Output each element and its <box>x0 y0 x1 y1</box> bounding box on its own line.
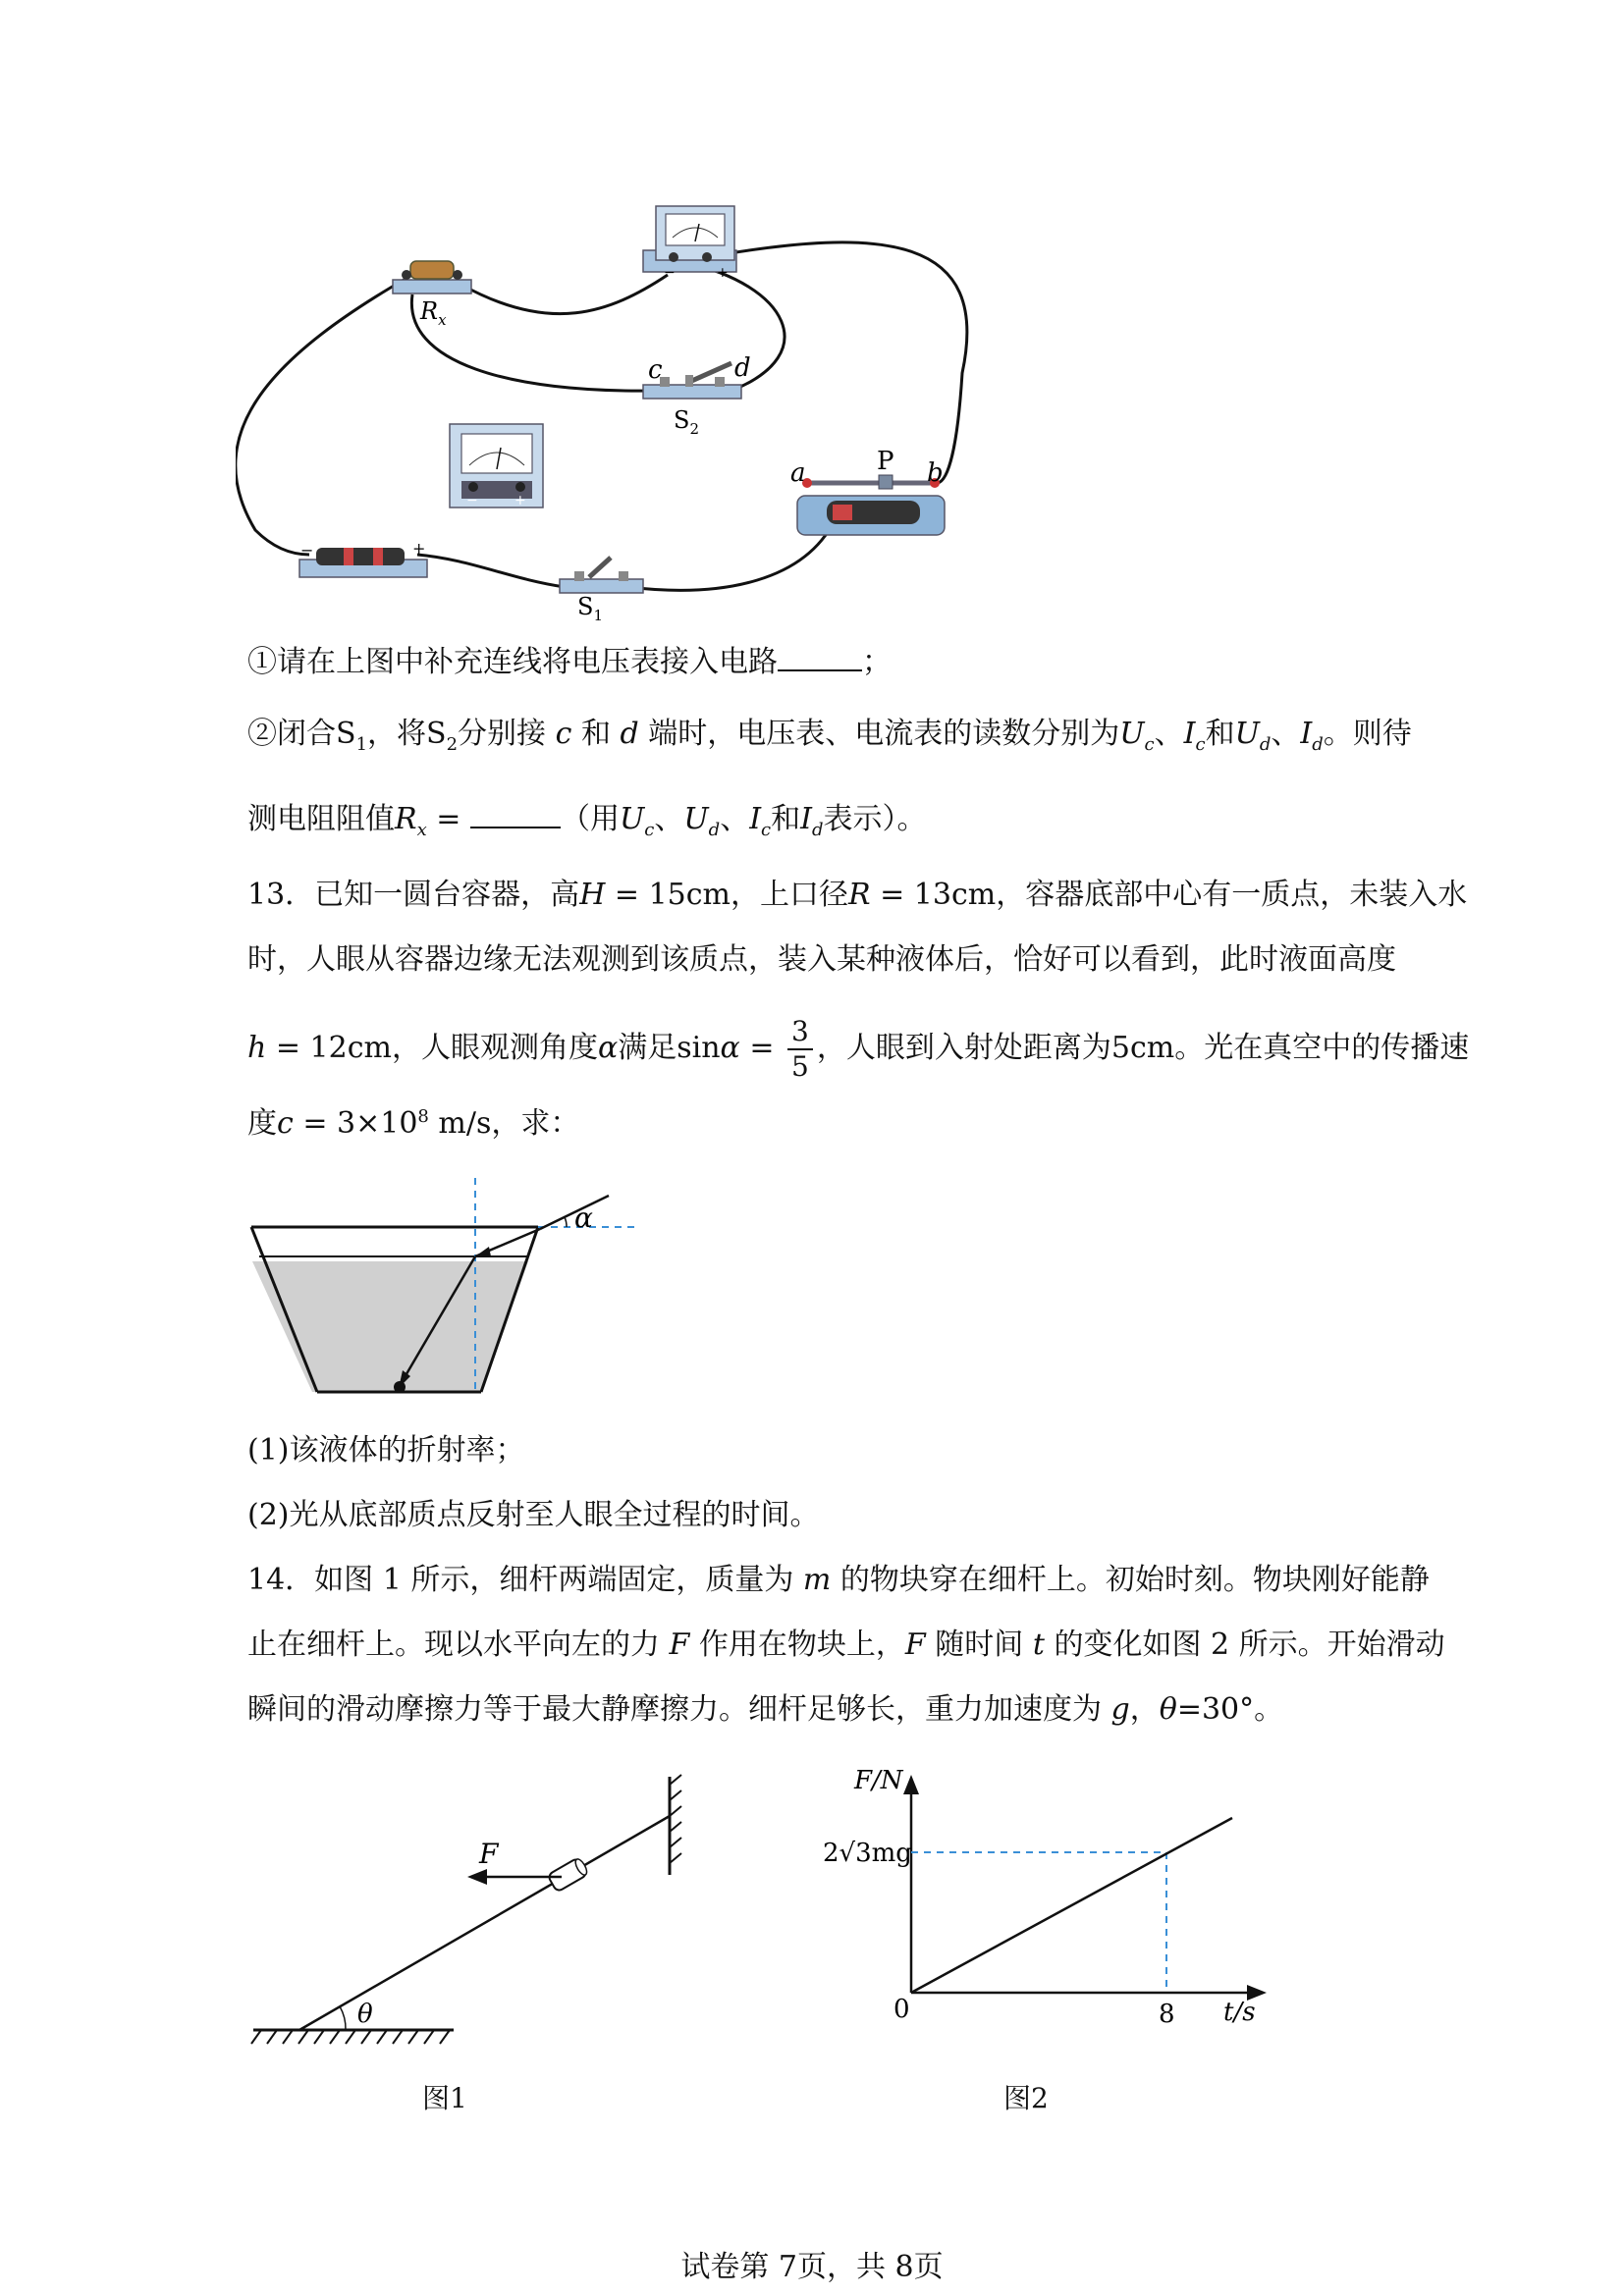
label-c: c <box>648 355 663 385</box>
fig2-origin: 0 <box>893 1995 910 2024</box>
label-b: b <box>927 458 944 488</box>
figure-1-rod <box>245 1767 697 2061</box>
battery-minus: − <box>300 541 314 560</box>
label-rx: $R_x$ <box>420 297 447 329</box>
fig2-caption: 图2 <box>1003 2082 1049 2114</box>
q13-sub1: (1)该液体的折射率； <box>247 1433 525 1468</box>
fraction-3-5: $\frac{3}{5}$ <box>787 1015 813 1084</box>
resistor-rx <box>393 261 471 294</box>
wire-battery-switch1 <box>417 555 565 587</box>
q13-line4: 度$c = 3\times 10^8$ m/s，求： <box>247 1106 580 1141</box>
wire-rx-switch2 <box>411 294 653 391</box>
fig1-label-theta: θ <box>357 2000 373 2029</box>
label-s1: $S_1$ <box>577 593 603 624</box>
answer-blank-2[interactable] <box>470 797 561 828</box>
rheostat <box>797 475 945 535</box>
label-d: d <box>734 353 751 383</box>
q12-item1: ①请在上图中补充连线将电压表接入电路 ； <box>247 640 892 682</box>
q14-line2: 止在细杆上。现以水平向左的力 F 作用在物块上，F 随时间 t 的变化如图 2 所示。开始滑动 <box>247 1628 1445 1662</box>
q14-line3: 瞬间的滑动摩擦力等于最大静摩擦力。细杆足够长，重力加速度为 g，θ=30°。 <box>247 1692 1284 1727</box>
svg-text:−: − <box>664 265 676 281</box>
q12-item2: ②闭合$S_1$，将$S_2$分别接 c 和 d 端时，电压表、电流表的读数分别为$U_c$、$I_c$和$U_d$、$I_d$。则待 <box>247 717 1412 755</box>
battery-plus: + <box>412 539 426 558</box>
fig1-caption: 图1 <box>422 2082 467 2114</box>
wire-rx-ammeter <box>461 275 668 314</box>
q13-sub2: (2)光从底部质点反射至人眼全过程的时间。 <box>247 1498 820 1532</box>
fig2-x-axis-label: t/s <box>1223 1998 1256 2027</box>
voltmeter <box>450 424 543 508</box>
container-figure <box>236 1168 648 1404</box>
q13-line2: 时，人眼从容器边缘无法观测到该质点，装入某种液体后，恰好可以看到，此时液面高度 <box>247 942 1396 977</box>
fig1-label-F: F <box>479 1838 499 1870</box>
switch-s1 <box>560 558 643 593</box>
answer-blank-1[interactable] <box>778 640 862 671</box>
fig2-x-mark: 8 <box>1159 2000 1175 2029</box>
q14-line1: 14．如图 1 所示，细杆两端固定，质量为 m 的物块穿在细杆上。初始时刻。物块刚好能静 <box>247 1563 1430 1597</box>
q13-line1: 13．已知一圆台容器，高H = 15cm，上口径R = 13cm，容器底部中心有一质点，未装入水 <box>247 878 1468 912</box>
label-p: P <box>877 447 894 476</box>
q12-item3: 测电阻阻值$R_x$ = （用$U_c$、$U_d$、$I_c$和$I_d$表示）。 <box>247 797 927 850</box>
label-a: a <box>790 458 806 488</box>
fig2-y-axis-label: F/N <box>854 1766 903 1795</box>
page-footer: 试卷第 7页，共 8页 <box>680 2250 944 2284</box>
svg-text:+: + <box>717 265 729 281</box>
svg-text:−: − <box>466 493 478 508</box>
q13-line3: h = 12cm，人眼观测角度α满足sinα = $\frac{3}{5}$ ，人眼到入射处距离为5cm。光在真空中的传播速 <box>247 1015 1470 1083</box>
circuit-figure <box>236 196 982 628</box>
label-s2: $S_2$ <box>674 406 699 438</box>
label-alpha: α <box>574 1201 593 1234</box>
fig2-y-mark: 2√3mg <box>823 1839 912 1868</box>
svg-text:+: + <box>514 493 526 508</box>
wire-rx-battery <box>236 275 412 555</box>
figure-2-graph <box>805 1747 1276 2042</box>
ammeter <box>643 206 736 281</box>
battery <box>299 548 427 577</box>
